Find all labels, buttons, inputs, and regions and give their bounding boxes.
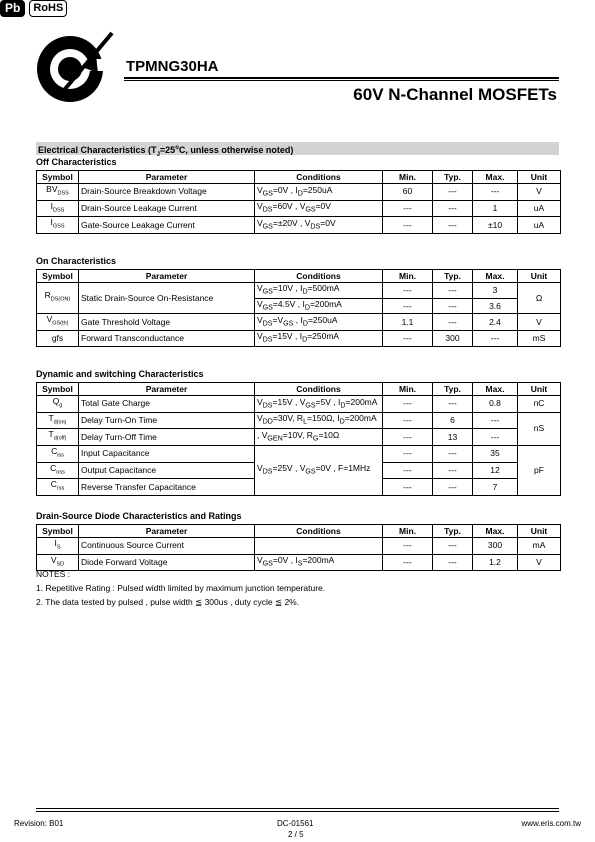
column-header: Min. — [383, 270, 433, 283]
symbol-cell: $Q_g$ — [37, 396, 79, 413]
symbol-cell: $I_{GSS}$ — [37, 217, 79, 234]
off-characteristics-heading: Off Characteristics — [36, 157, 117, 167]
column-header: Symbol — [37, 525, 79, 538]
conditions-cell: $V_{DD}=30V$, $R_L=150\Omega$, $I_D=200mA$ — [255, 412, 383, 429]
dynamic-characteristics-heading: Dynamic and switching Characteristics — [36, 369, 204, 379]
column-header: Conditions — [255, 171, 383, 184]
rohs-badge: RoHS — [29, 0, 67, 17]
max-cell: --- — [473, 331, 518, 347]
typ-cell: --- — [433, 396, 473, 413]
note-2: 2. The data tested by pulsed , pulse width ≦ 300us , duty cycle ≦ 2%. — [36, 597, 300, 607]
table-header-row — [37, 383, 561, 396]
min-cell: --- — [383, 462, 433, 479]
symbol-cell: $R_{DS(ON)}$ — [37, 283, 79, 314]
column-header: Unit — [518, 525, 561, 538]
table-header-row — [37, 270, 561, 283]
column-header: Max. — [473, 171, 518, 184]
pb-free-badge: Pb — [0, 0, 25, 17]
column-header: Min. — [383, 383, 433, 396]
typ-cell: --- — [433, 479, 473, 496]
note-1: 1. Repetitive Rating : Pulsed width limited by maximum junction temperature. — [36, 583, 326, 593]
footer-page-number: 2 / 5 — [288, 830, 304, 839]
min-cell: --- — [383, 412, 433, 429]
typ-cell: 6 — [433, 412, 473, 429]
table-row — [37, 184, 561, 201]
min-cell: --- — [383, 200, 433, 217]
unit-cell: uA — [518, 200, 561, 217]
max-cell: 300 — [473, 538, 518, 555]
column-header: Conditions — [255, 270, 383, 283]
conditions-cell: $V_{DS}=15V$ , $I_D=250mA$ — [255, 331, 383, 347]
unit-cell: V — [518, 314, 561, 331]
max-cell: 7 — [473, 479, 518, 496]
column-header: Symbol — [37, 171, 79, 184]
table-row — [37, 331, 561, 347]
conditions-cell: $V_{GS}=\pm 20V$ , $V_{DS}=0V$ — [255, 217, 383, 234]
typ-cell: --- — [433, 184, 473, 201]
on-characteristics-table — [36, 269, 561, 347]
parameter-cell: Delay Turn-Off Time — [79, 429, 255, 446]
min-cell: --- — [383, 554, 433, 571]
conditions-cell: , $V_{GEN}=10V$, $R_G=10\Omega$ — [255, 429, 383, 446]
typ-cell: --- — [433, 314, 473, 331]
table-header-row — [37, 525, 561, 538]
table-header-row — [37, 171, 561, 184]
symbol-cell: $I_S$ — [37, 538, 79, 555]
typ-cell: 13 — [433, 429, 473, 446]
max-cell: 35 — [473, 446, 518, 463]
typ-cell: --- — [433, 217, 473, 234]
symbol-cell: $C_{oss}$ — [37, 462, 79, 479]
min-cell: --- — [383, 298, 433, 314]
max-cell: 1.2 — [473, 554, 518, 571]
max-cell: 12 — [473, 462, 518, 479]
parameter-cell: Gate-Source Leakage Current — [79, 217, 255, 234]
table-row — [37, 200, 561, 217]
max-cell: 3.6 — [473, 298, 518, 314]
unit-cell: mA — [518, 538, 561, 555]
unit-cell: pF — [518, 446, 561, 496]
on-characteristics-heading: On Characteristics — [36, 256, 117, 266]
table-row — [37, 283, 561, 299]
conditions-cell: $V_{GS}=0V$ , $I_D=250uA$ — [255, 184, 383, 201]
column-header: Max. — [473, 383, 518, 396]
column-header: Max. — [473, 270, 518, 283]
column-header: Conditions — [255, 383, 383, 396]
parameter-cell: Input Capacitance — [79, 446, 255, 463]
footer-url[interactable]: www.eris.com.tw — [521, 819, 581, 828]
column-header: Unit — [518, 270, 561, 283]
symbol-cell: $C_{rss}$ — [37, 479, 79, 496]
column-header: Conditions — [255, 525, 383, 538]
min-cell: --- — [383, 479, 433, 496]
column-header: Parameter — [79, 270, 255, 283]
column-header: Unit — [518, 383, 561, 396]
footer-rule-2 — [36, 811, 559, 812]
max-cell: 0.8 — [473, 396, 518, 413]
diode-characteristics-heading: Drain-Source Diode Characteristics and Ratings — [36, 511, 242, 521]
table-row — [37, 412, 561, 429]
conditions-cell: $V_{GS}=10V$ , $I_D=500mA$ — [255, 283, 383, 299]
column-header: Typ. — [433, 383, 473, 396]
symbol-cell: gfs — [37, 331, 79, 347]
parameter-cell: Continuous Source Current — [79, 538, 255, 555]
conditions-cell: $V_{DS}=25V$ , $V_{GS}=0V$ , F=1MHz — [255, 446, 383, 496]
typ-cell: --- — [433, 283, 473, 299]
min-cell: --- — [383, 538, 433, 555]
table-row — [37, 554, 561, 571]
max-cell: --- — [473, 184, 518, 201]
column-header: Parameter — [79, 383, 255, 396]
footer-doc-number: DC-01561 — [277, 819, 314, 828]
column-header: Parameter — [79, 525, 255, 538]
column-header: Typ. — [433, 525, 473, 538]
symbol-cell: $V_{SD}$ — [37, 554, 79, 571]
max-cell: --- — [473, 429, 518, 446]
unit-cell: uA — [518, 217, 561, 234]
unit-cell: V — [518, 184, 561, 201]
column-header: Parameter — [79, 171, 255, 184]
symbol-cell: $T_{d(on)}$ — [37, 412, 79, 429]
footer-revision: Revision: B01 — [14, 819, 64, 828]
parameter-cell: Reverse Transfer Capacitance — [79, 479, 255, 496]
conditions-cell: $V_{GS}=4.5V$ , $I_D=200mA$ — [255, 298, 383, 314]
max-cell: 3 — [473, 283, 518, 299]
typ-cell: --- — [433, 298, 473, 314]
conditions-cell: $V_{DS}=V_{GS}$ , $I_D=250uA$ — [255, 314, 383, 331]
min-cell: --- — [383, 446, 433, 463]
column-header: Unit — [518, 171, 561, 184]
typ-cell: 300 — [433, 331, 473, 347]
part-number: TPMNG30HA — [126, 58, 219, 75]
dynamic-characteristics-table — [36, 382, 561, 496]
document-subtitle: 60V N-Channel MOSFETs — [353, 85, 557, 104]
header-rule-2 — [124, 80, 559, 81]
table-row — [37, 314, 561, 331]
symbol-cell: $V_{GS(th)}$ — [37, 314, 79, 331]
diode-characteristics-table — [36, 524, 561, 571]
typ-cell: --- — [433, 554, 473, 571]
column-header: Symbol — [37, 383, 79, 396]
symbol-cell: $BV_{DSS}$ — [37, 184, 79, 201]
unit-cell: nS — [518, 412, 561, 445]
symbol-cell: $T_{d(off)}$ — [37, 429, 79, 446]
column-header: Min. — [383, 525, 433, 538]
footer-rule-1 — [36, 808, 559, 809]
typ-cell: --- — [433, 446, 473, 463]
min-cell: --- — [383, 429, 433, 446]
symbol-cell: $C_{iss}$ — [37, 446, 79, 463]
typ-cell: --- — [433, 538, 473, 555]
max-cell: ±10 — [473, 217, 518, 234]
max-cell: --- — [473, 412, 518, 429]
parameter-cell: Drain-Source Leakage Current — [79, 200, 255, 217]
conditions-cell: $V_{DS}=15V$ , $V_{GS}=5V$ , $I_D=200mA$ — [255, 396, 383, 413]
conditions-cell: $V_{DS}=60V$ , $V_{GS}=0V$ — [255, 200, 383, 217]
unit-cell: Ω — [518, 283, 561, 314]
header-rule-1 — [124, 77, 559, 79]
unit-cell: mS — [518, 331, 561, 347]
min-cell: 1.1 — [383, 314, 433, 331]
min-cell: --- — [383, 217, 433, 234]
symbol-cell: $I_{DSS}$ — [37, 200, 79, 217]
column-header: Max. — [473, 525, 518, 538]
min-cell: --- — [383, 396, 433, 413]
parameter-cell: Output Capacitance — [79, 462, 255, 479]
parameter-cell: Delay Turn-On Time — [79, 412, 255, 429]
parameter-cell: Static Drain-Source On-Resistance — [79, 283, 255, 314]
parameter-cell: Diode Forward Voltage — [79, 554, 255, 571]
column-header: Typ. — [433, 171, 473, 184]
min-cell: 60 — [383, 184, 433, 201]
parameter-cell: Gate Threshold Voltage — [79, 314, 255, 331]
unit-cell: V — [518, 554, 561, 571]
conditions-cell: $V_{GS}=0V$ , $I_S=200mA$ — [255, 554, 383, 571]
parameter-cell: Drain-Source Breakdown Voltage — [79, 184, 255, 201]
typ-cell: --- — [433, 200, 473, 217]
conditions-cell — [255, 538, 383, 555]
parameter-cell: Total Gate Charge — [79, 396, 255, 413]
min-cell: --- — [383, 331, 433, 347]
parameter-cell: Forward Transconductance — [79, 331, 255, 347]
table-row — [37, 217, 561, 234]
off-characteristics-table — [36, 170, 561, 234]
max-cell: 1 — [473, 200, 518, 217]
max-cell: 2.4 — [473, 314, 518, 331]
company-logo — [34, 25, 114, 115]
table-row — [37, 446, 561, 463]
typ-cell: --- — [433, 462, 473, 479]
unit-cell: nC — [518, 396, 561, 413]
table-row — [37, 429, 561, 446]
column-header: Symbol — [37, 270, 79, 283]
table-row — [37, 396, 561, 413]
table-row — [37, 538, 561, 555]
min-cell: --- — [383, 283, 433, 299]
column-header: Typ. — [433, 270, 473, 283]
column-header: Min. — [383, 171, 433, 184]
notes-title: NOTES : — [36, 569, 71, 579]
compliance-badges — [0, 0, 595, 17]
electrical-characteristics-title: Electrical Characteristics ($T_J=25^oC$, unless otherwise noted) — [36, 142, 559, 155]
